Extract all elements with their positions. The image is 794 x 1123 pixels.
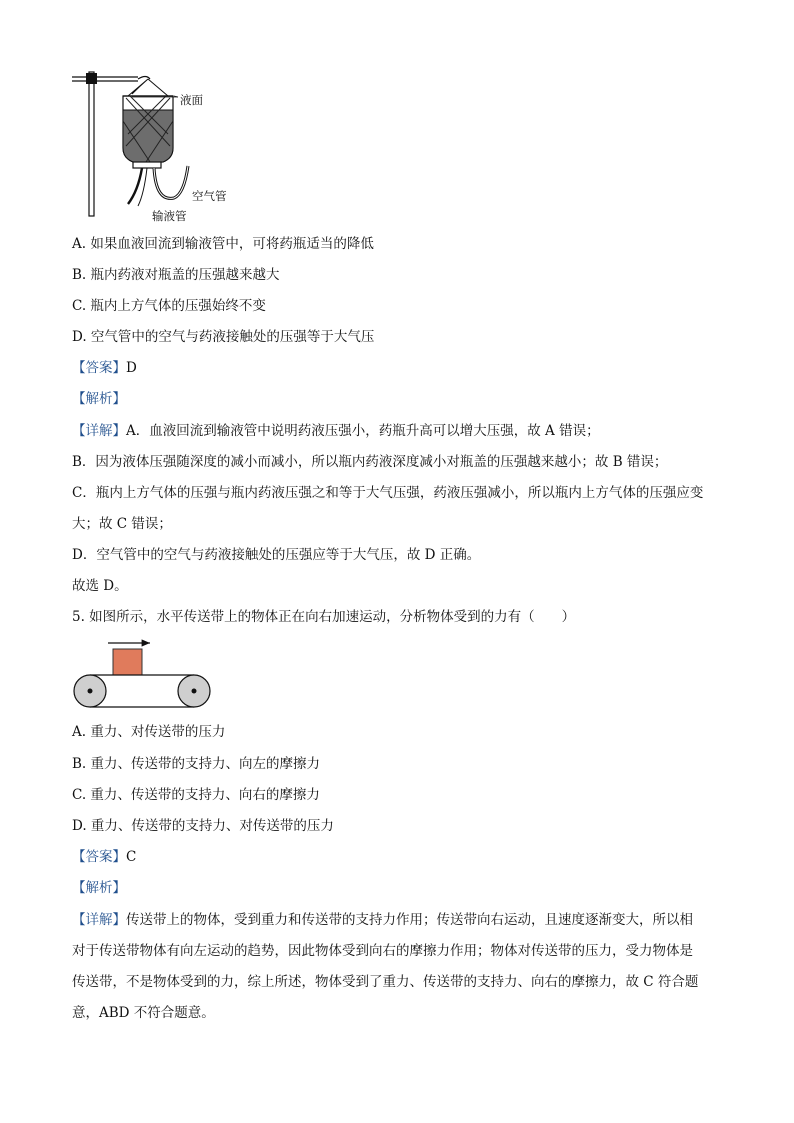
q5-question: 5. 如图所示，水平传送带上的物体正在向右加速运动，分析物体受到的力有（ ） (72, 609, 576, 625)
q4-detail-line-3: C．瓶内上方气体的压强与瓶内药液压强之和等于大气压强，药液压强减小，所以瓶内上方气体的压强应变 (72, 485, 704, 501)
label-infusion-tube: 输液管 (152, 209, 187, 223)
answer-value: D (126, 360, 137, 376)
object-block (113, 649, 142, 675)
q4-detail-line-6: 故选 D。 (72, 578, 128, 594)
answer-tag: 【答案】 (72, 360, 126, 376)
q5-option-d: D. 重力、传送带的支持力、对传送带的压力 (72, 818, 334, 834)
q4-option-a: A. 如果血液回流到输液管中，可将药瓶适当的降低 (72, 236, 374, 252)
q5-answer (72, 847, 136, 867)
detail-tag: 【详解】 (72, 423, 126, 439)
q4-option-d: D. 空气管中的空气与药液接触处的压强等于大气压 (72, 329, 375, 345)
label-liquid-surface: 液面 (180, 93, 203, 107)
iv-drip-figure (70, 66, 240, 226)
q5-detail-line-1 (72, 910, 693, 930)
answer-value: C (126, 849, 137, 865)
detail-text: A．血液回流到输液管中说明药液压强小，药瓶升高可以增大压强，故 A 错误； (126, 423, 600, 439)
q5-option-c: C. 重力、传送带的支持力、向右的摩擦力 (72, 787, 320, 803)
q4-option-b: B. 瓶内药液对瓶盖的压强越来越大 (72, 267, 280, 283)
conveyor-belt-figure (70, 636, 216, 712)
q5-detail-line-3: 传送带，不是物体受到的力，综上所述，物体受到了重力、传送带的支持力、向右的摩擦力，故 C 符合题 (72, 974, 699, 990)
detail-tag: 【详解】 (72, 912, 126, 928)
analysis-tag: 【解析】 (72, 880, 126, 896)
q4-detail-line-1 (72, 421, 600, 441)
q4-answer (72, 358, 137, 378)
label-air-tube: 空气管 (192, 189, 227, 203)
answer-tag: 【答案】 (72, 849, 126, 865)
q5-option-b: B. 重力、传送带的支持力、向左的摩擦力 (72, 756, 321, 772)
q4-analysis-tag (72, 389, 126, 409)
q4-detail-line-2: B．因为液体压强随深度的减小而减小，所以瓶内药液深度减小对瓶盖的压强越来越小；故 B 错误； (72, 454, 668, 470)
q5-analysis-tag (72, 878, 126, 898)
q5-option-a: A. 重力、对传送带的压力 (72, 724, 226, 740)
analysis-tag: 【解析】 (72, 391, 126, 407)
detail-text: 传送带上的物体，受到重力和传送带的支持力作用；传送带向右运动，且速度逐渐变大，所以相 (126, 912, 693, 928)
q4-option-c: C. 瓶内上方气体的压强始终不变 (72, 298, 266, 314)
q5-detail-line-4: 意，ABD 不符合题意。 (72, 1005, 215, 1021)
q5-detail-line-2: 对于传送带物体有向左运动的趋势，因此物体受到向右的摩擦力作用；物体对传送带的压力，受力物体是 (72, 943, 693, 959)
q4-detail-line-5: D．空气管中的空气与药液接触处的压强应等于大气压，故 D 正确。 (72, 547, 481, 563)
q4-detail-line-4: 大；故 C 错误； (72, 516, 172, 532)
